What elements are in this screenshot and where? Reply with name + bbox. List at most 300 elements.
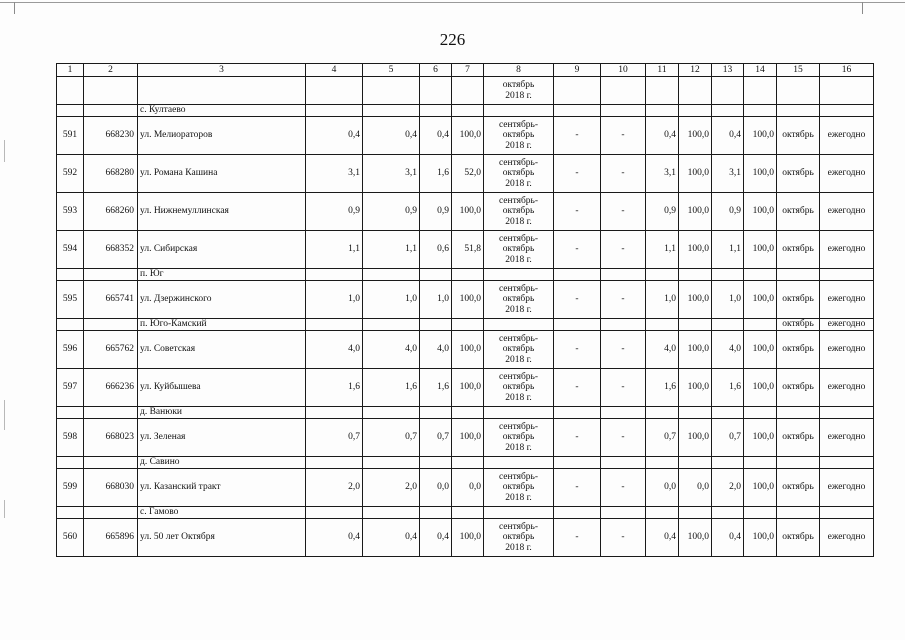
cell-value: 100,0 xyxy=(744,231,777,269)
column-header: 3 xyxy=(138,64,306,77)
cell-dash: - xyxy=(601,117,646,155)
cell-period: сентябрь- октябрь 2018 г. xyxy=(484,419,554,457)
cell-value: 100,0 xyxy=(679,281,712,319)
cell-value: 0,9 xyxy=(646,193,679,231)
empty-cell xyxy=(744,77,777,105)
cell-frequency: ежегодно xyxy=(820,519,874,557)
cell-dash: - xyxy=(554,117,601,155)
empty-cell xyxy=(363,77,420,105)
cell-value: 100,0 xyxy=(744,331,777,369)
empty-cell xyxy=(420,457,452,469)
cell-frequency xyxy=(820,507,874,519)
cell-value: 100,0 xyxy=(744,193,777,231)
cell-period: сентябрь- октябрь 2018 г. xyxy=(484,193,554,231)
column-header: 6 xyxy=(420,64,452,77)
cell-dash: - xyxy=(554,419,601,457)
cell-value: 100,0 xyxy=(452,519,484,557)
cell-value: 3,1 xyxy=(646,155,679,193)
table-row xyxy=(57,469,874,507)
column-header: 16 xyxy=(820,64,874,77)
empty-cell xyxy=(554,269,601,281)
empty-cell xyxy=(363,407,420,419)
cell-period: октябрь 2018 г. xyxy=(484,77,554,105)
empty-cell xyxy=(646,269,679,281)
cell-street: ул. Романа Кашина xyxy=(138,155,306,193)
cell-dash: - xyxy=(601,231,646,269)
empty-cell xyxy=(601,77,646,105)
empty-cell xyxy=(712,507,744,519)
empty-cell xyxy=(452,319,484,331)
cell-value: 100,0 xyxy=(744,369,777,407)
empty-cell xyxy=(601,457,646,469)
cell-dash: - xyxy=(601,331,646,369)
empty-cell xyxy=(777,77,820,105)
scan-edge-mark xyxy=(14,2,15,14)
empty-cell xyxy=(744,105,777,117)
empty-cell xyxy=(646,77,679,105)
cell-value: 4,0 xyxy=(306,331,363,369)
cell-frequency: ежегодно xyxy=(820,331,874,369)
cell-month: октябрь xyxy=(777,331,820,369)
column-header: 12 xyxy=(679,64,712,77)
empty-cell xyxy=(646,507,679,519)
empty-cell xyxy=(712,407,744,419)
cell-value: 0,4 xyxy=(306,117,363,155)
empty-cell xyxy=(57,319,84,331)
cell-frequency: ежегодно xyxy=(820,469,874,507)
cell-value: 100,0 xyxy=(452,419,484,457)
cell-dash: - xyxy=(554,331,601,369)
cell-dash: - xyxy=(601,369,646,407)
cell-value: 0,4 xyxy=(363,117,420,155)
cell-frequency xyxy=(820,269,874,281)
cell-value: 100,0 xyxy=(679,419,712,457)
empty-cell xyxy=(452,457,484,469)
column-header: 8 xyxy=(484,64,554,77)
cell-month: октябрь xyxy=(777,281,820,319)
empty-cell xyxy=(84,319,138,331)
cell-dash: - xyxy=(601,193,646,231)
empty-cell xyxy=(679,507,712,519)
empty-cell xyxy=(744,407,777,419)
empty-cell xyxy=(820,77,874,105)
cell-value: 100,0 xyxy=(452,331,484,369)
cell-value: 100,0 xyxy=(452,117,484,155)
empty-cell xyxy=(84,507,138,519)
cell-value: 4,0 xyxy=(712,331,744,369)
cell-value: 1,6 xyxy=(306,369,363,407)
column-header: 5 xyxy=(363,64,420,77)
scan-edge-mark xyxy=(4,500,5,518)
cell-value: 0,9 xyxy=(420,193,452,231)
cell-code: 668260 xyxy=(84,193,138,231)
locality-name: с. Култаево xyxy=(138,105,306,117)
cell-code: 668023 xyxy=(84,419,138,457)
cell-value: 4,0 xyxy=(420,331,452,369)
cell-value: 100,0 xyxy=(679,231,712,269)
empty-cell xyxy=(452,77,484,105)
cell-value: 100,0 xyxy=(452,193,484,231)
empty-cell xyxy=(646,319,679,331)
cell-frequency: ежегодно xyxy=(820,419,874,457)
document-table xyxy=(56,63,874,557)
locality-row xyxy=(57,105,874,117)
page-number: 226 xyxy=(439,30,466,49)
scan-edge-line xyxy=(0,2,905,3)
cell-frequency: ежегодно xyxy=(820,319,874,331)
empty-cell xyxy=(554,507,601,519)
cell-value: 3,1 xyxy=(712,155,744,193)
cell-street: ул. Мелиораторов xyxy=(138,117,306,155)
empty-cell xyxy=(138,77,306,105)
cell-code: 666236 xyxy=(84,369,138,407)
cell-value: 100,0 xyxy=(679,193,712,231)
cell-value: 1,1 xyxy=(646,231,679,269)
cell-value: 100,0 xyxy=(679,519,712,557)
table-row xyxy=(57,281,874,319)
cell-period: сентябрь- октябрь 2018 г. xyxy=(484,369,554,407)
column-header: 15 xyxy=(777,64,820,77)
empty-cell xyxy=(452,407,484,419)
cell-value: 1,0 xyxy=(420,281,452,319)
cell-month xyxy=(777,457,820,469)
cell-value: 3,1 xyxy=(306,155,363,193)
empty-cell xyxy=(484,269,554,281)
empty-cell xyxy=(484,507,554,519)
column-header: 10 xyxy=(601,64,646,77)
cell-dash: - xyxy=(601,519,646,557)
cell-value: 0,4 xyxy=(420,117,452,155)
cell-value: 1,6 xyxy=(363,369,420,407)
cell-value: 4,0 xyxy=(363,331,420,369)
empty-cell xyxy=(452,507,484,519)
cell-dash: - xyxy=(554,281,601,319)
empty-cell xyxy=(484,105,554,117)
empty-cell xyxy=(57,407,84,419)
cell-number: 560 xyxy=(57,519,84,557)
column-header: 13 xyxy=(712,64,744,77)
empty-cell xyxy=(646,105,679,117)
empty-cell xyxy=(452,269,484,281)
empty-cell xyxy=(712,319,744,331)
empty-cell xyxy=(554,407,601,419)
cell-period: сентябрь- октябрь 2018 г. xyxy=(484,331,554,369)
empty-cell xyxy=(84,457,138,469)
cell-frequency: ежегодно xyxy=(820,369,874,407)
cell-month xyxy=(777,269,820,281)
cell-code: 668280 xyxy=(84,155,138,193)
empty-cell xyxy=(363,319,420,331)
cell-value: 100,0 xyxy=(744,419,777,457)
cell-month: октябрь xyxy=(777,319,820,331)
column-header: 11 xyxy=(646,64,679,77)
empty-cell xyxy=(420,507,452,519)
cell-period: сентябрь- октябрь 2018 г. xyxy=(484,155,554,193)
cell-frequency: ежегодно xyxy=(820,231,874,269)
column-header: 7 xyxy=(452,64,484,77)
column-header: 9 xyxy=(554,64,601,77)
cell-value: 1,1 xyxy=(712,231,744,269)
empty-cell xyxy=(484,457,554,469)
cell-value: 1,6 xyxy=(420,155,452,193)
cell-number: 594 xyxy=(57,231,84,269)
empty-cell xyxy=(554,457,601,469)
cell-number: 592 xyxy=(57,155,84,193)
cell-dash: - xyxy=(554,469,601,507)
cell-value: 0,0 xyxy=(679,469,712,507)
header-row xyxy=(57,64,874,77)
empty-cell xyxy=(484,407,554,419)
cell-month: октябрь xyxy=(777,117,820,155)
empty-cell xyxy=(601,407,646,419)
empty-cell xyxy=(84,77,138,105)
empty-cell xyxy=(306,319,363,331)
column-header: 14 xyxy=(744,64,777,77)
column-header: 4 xyxy=(306,64,363,77)
cell-street: ул. Дзержинского xyxy=(138,281,306,319)
cell-value: 0,7 xyxy=(646,419,679,457)
cell-month: октябрь xyxy=(777,469,820,507)
empty-cell xyxy=(744,269,777,281)
cell-value: 0,4 xyxy=(420,519,452,557)
empty-cell xyxy=(57,457,84,469)
empty-cell xyxy=(306,457,363,469)
empty-cell xyxy=(601,507,646,519)
cell-dash: - xyxy=(601,281,646,319)
empty-cell xyxy=(57,269,84,281)
cell-value: 100,0 xyxy=(679,155,712,193)
cell-frequency: ежегодно xyxy=(820,117,874,155)
empty-cell xyxy=(57,105,84,117)
cell-number: 591 xyxy=(57,117,84,155)
cell-value: 0,0 xyxy=(646,469,679,507)
cell-value: 1,6 xyxy=(646,369,679,407)
cell-value: 1,6 xyxy=(712,369,744,407)
cell-number: 599 xyxy=(57,469,84,507)
cell-number: 596 xyxy=(57,331,84,369)
cell-value: 0,6 xyxy=(420,231,452,269)
empty-cell xyxy=(57,77,84,105)
cell-code: 668030 xyxy=(84,469,138,507)
table-row xyxy=(57,193,874,231)
empty-cell xyxy=(57,507,84,519)
cell-value: 1,0 xyxy=(363,281,420,319)
cell-value: 0,4 xyxy=(712,519,744,557)
empty-cell xyxy=(363,105,420,117)
cell-frequency xyxy=(820,105,874,117)
cell-code: 665762 xyxy=(84,331,138,369)
table-row xyxy=(57,117,874,155)
locality-row xyxy=(57,407,874,419)
cell-period: сентябрь- октябрь 2018 г. xyxy=(484,117,554,155)
cell-dash: - xyxy=(601,155,646,193)
cell-month xyxy=(777,105,820,117)
empty-cell xyxy=(712,457,744,469)
empty-cell xyxy=(712,77,744,105)
cell-month: октябрь xyxy=(777,419,820,457)
empty-cell xyxy=(712,269,744,281)
empty-cell xyxy=(679,407,712,419)
cell-period: сентябрь- октябрь 2018 г. xyxy=(484,231,554,269)
empty-cell xyxy=(679,77,712,105)
table-row xyxy=(57,419,874,457)
cell-frequency: ежегодно xyxy=(820,281,874,319)
cell-value: 1,6 xyxy=(420,369,452,407)
empty-cell xyxy=(363,457,420,469)
cell-value: 0,7 xyxy=(363,419,420,457)
cell-street: ул. Сибирская xyxy=(138,231,306,269)
cell-value: 0,4 xyxy=(646,117,679,155)
locality-row xyxy=(57,269,874,281)
cell-code: 665896 xyxy=(84,519,138,557)
cell-month: октябрь xyxy=(777,369,820,407)
empty-cell xyxy=(452,105,484,117)
column-header: 2 xyxy=(84,64,138,77)
table-row xyxy=(57,155,874,193)
cell-code: 665741 xyxy=(84,281,138,319)
empty-cell xyxy=(84,269,138,281)
cell-street: ул. Куйбышева xyxy=(138,369,306,407)
cell-value: 4,0 xyxy=(646,331,679,369)
locality-name: п. Юг xyxy=(138,269,306,281)
cell-value: 100,0 xyxy=(452,369,484,407)
empty-cell xyxy=(554,319,601,331)
cell-period: сентябрь- октябрь 2018 г. xyxy=(484,469,554,507)
cell-value: 1,0 xyxy=(646,281,679,319)
cell-value: 100,0 xyxy=(452,281,484,319)
table-row xyxy=(57,331,874,369)
cell-month xyxy=(777,407,820,419)
cell-dash: - xyxy=(601,469,646,507)
cell-value: 1,1 xyxy=(363,231,420,269)
cell-value: 0,9 xyxy=(306,193,363,231)
empty-cell xyxy=(679,457,712,469)
cell-number: 597 xyxy=(57,369,84,407)
locality-name: с. Гамово xyxy=(138,507,306,519)
cell-frequency: ежегодно xyxy=(820,193,874,231)
cell-value: 52,0 xyxy=(452,155,484,193)
cell-street: ул. Казанский тракт xyxy=(138,469,306,507)
scan-edge-mark xyxy=(4,140,5,162)
cell-frequency xyxy=(820,457,874,469)
empty-cell xyxy=(420,269,452,281)
cell-number: 595 xyxy=(57,281,84,319)
cell-value: 0,4 xyxy=(646,519,679,557)
column-header: 1 xyxy=(57,64,84,77)
empty-cell xyxy=(306,407,363,419)
empty-cell xyxy=(601,269,646,281)
cell-value: 0,0 xyxy=(452,469,484,507)
cell-dash: - xyxy=(554,155,601,193)
empty-cell xyxy=(601,105,646,117)
empty-cell xyxy=(744,507,777,519)
cell-value: 1,0 xyxy=(712,281,744,319)
cell-code: 668352 xyxy=(84,231,138,269)
cell-dash: - xyxy=(554,369,601,407)
cell-period: сентябрь- октябрь 2018 г. xyxy=(484,519,554,557)
cell-dash: - xyxy=(601,419,646,457)
empty-cell xyxy=(646,457,679,469)
empty-cell xyxy=(601,319,646,331)
cell-value: 0,7 xyxy=(306,419,363,457)
cell-month: октябрь xyxy=(777,193,820,231)
cell-value: 100,0 xyxy=(744,281,777,319)
cell-value: 0,4 xyxy=(363,519,420,557)
cell-dash: - xyxy=(554,193,601,231)
cell-value: 100,0 xyxy=(679,331,712,369)
empty-cell xyxy=(679,105,712,117)
cell-period: сентябрь- октябрь 2018 г. xyxy=(484,281,554,319)
cell-value: 0,4 xyxy=(712,117,744,155)
empty-cell xyxy=(420,319,452,331)
empty-cell xyxy=(306,77,363,105)
cell-dash: - xyxy=(554,231,601,269)
cell-frequency xyxy=(820,407,874,419)
cell-value: 0,7 xyxy=(420,419,452,457)
empty-cell xyxy=(306,507,363,519)
locality-name: д. Ванюки xyxy=(138,407,306,419)
cell-value: 2,0 xyxy=(712,469,744,507)
empty-cell xyxy=(554,105,601,117)
cell-month: октябрь xyxy=(777,519,820,557)
locality-row xyxy=(57,457,874,469)
empty-cell xyxy=(363,269,420,281)
empty-cell xyxy=(306,105,363,117)
empty-cell xyxy=(712,105,744,117)
scan-edge-mark xyxy=(862,2,863,14)
locality-row xyxy=(57,319,874,331)
cell-value: 100,0 xyxy=(744,155,777,193)
scan-edge-mark xyxy=(4,400,5,430)
cell-value: 0,7 xyxy=(712,419,744,457)
locality-row xyxy=(57,507,874,519)
cell-month xyxy=(777,507,820,519)
cell-value: 100,0 xyxy=(679,369,712,407)
empty-cell xyxy=(84,407,138,419)
cell-month: октябрь xyxy=(777,155,820,193)
empty-cell xyxy=(420,407,452,419)
cell-frequency: ежегодно xyxy=(820,155,874,193)
table-row xyxy=(57,77,874,105)
table-row xyxy=(57,231,874,269)
cell-value: 100,0 xyxy=(744,117,777,155)
cell-street: ул. Советская xyxy=(138,331,306,369)
empty-cell xyxy=(679,319,712,331)
cell-value: 2,0 xyxy=(306,469,363,507)
cell-number: 593 xyxy=(57,193,84,231)
empty-cell xyxy=(484,319,554,331)
empty-cell xyxy=(744,457,777,469)
table-row xyxy=(57,519,874,557)
cell-value: 1,1 xyxy=(306,231,363,269)
cell-value: 1,0 xyxy=(306,281,363,319)
cell-month: октябрь xyxy=(777,231,820,269)
empty-cell xyxy=(84,105,138,117)
empty-cell xyxy=(363,507,420,519)
cell-value: 100,0 xyxy=(679,117,712,155)
empty-cell xyxy=(646,407,679,419)
empty-cell xyxy=(679,269,712,281)
cell-value: 51,8 xyxy=(452,231,484,269)
cell-street: ул. Нижнемуллинская xyxy=(138,193,306,231)
table-row xyxy=(57,369,874,407)
empty-cell xyxy=(420,105,452,117)
cell-code: 668230 xyxy=(84,117,138,155)
cell-dash: - xyxy=(554,519,601,557)
cell-street: ул. Зеленая xyxy=(138,419,306,457)
empty-cell xyxy=(554,77,601,105)
locality-name: п. Юго-Камский xyxy=(138,319,306,331)
